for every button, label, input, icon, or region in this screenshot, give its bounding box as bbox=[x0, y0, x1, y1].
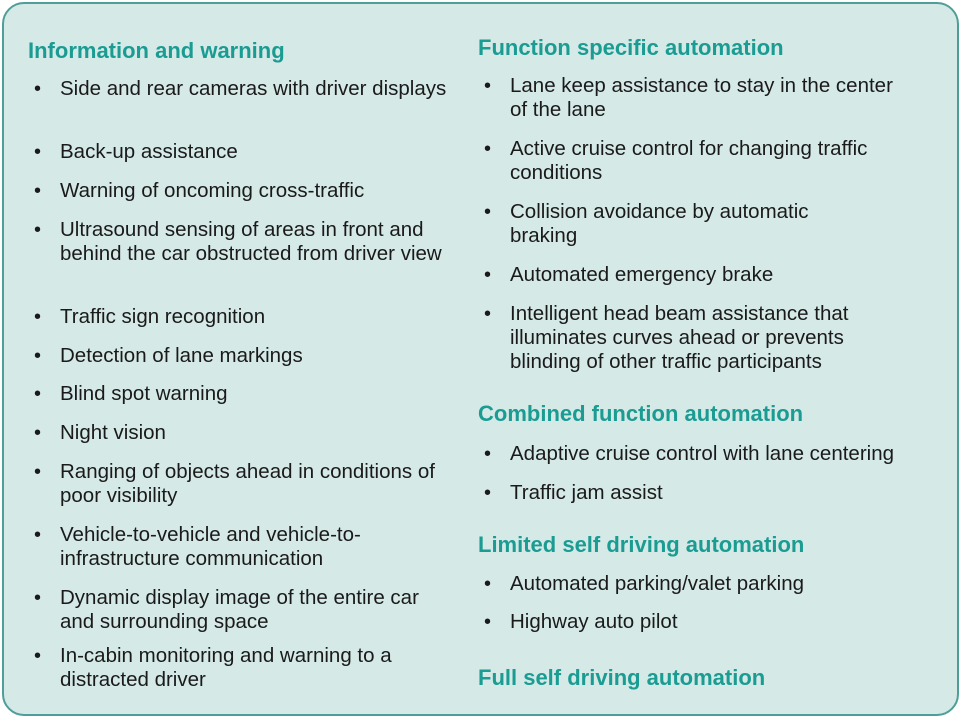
bullet: • bbox=[34, 141, 42, 163]
bullet: • bbox=[484, 75, 492, 97]
list-item bbox=[28, 344, 448, 368]
list-item bbox=[28, 382, 448, 406]
bullet: • bbox=[484, 264, 492, 286]
list-item bbox=[28, 140, 448, 164]
list-item-text: Vehicle-to-vehicle and vehicle-to-infrastructure communication bbox=[60, 523, 361, 570]
bullet: • bbox=[34, 645, 42, 667]
list-item bbox=[478, 74, 898, 122]
bullet: • bbox=[34, 180, 42, 202]
list-item-text: Back-up assistance bbox=[60, 140, 238, 163]
list-item bbox=[28, 218, 460, 266]
list-item-text: Blind spot warning bbox=[60, 382, 228, 405]
bullet: • bbox=[484, 138, 492, 160]
list-item-text: Lane keep assistance to stay in the center of the lane bbox=[510, 74, 893, 121]
list-item-text: Automated parking/valet parking bbox=[510, 572, 805, 595]
bullet: • bbox=[484, 443, 492, 465]
bullet: • bbox=[484, 303, 492, 325]
heading-function-specific-automation: Function specific automation bbox=[478, 35, 784, 60]
automation-levels-panel bbox=[2, 2, 959, 716]
list-item-text: Active cruise control for changing traffic conditions bbox=[510, 137, 868, 184]
list-item bbox=[478, 481, 898, 505]
list-item-text: Ranging of objects ahead in conditions of poor visibility bbox=[60, 460, 435, 507]
list-item bbox=[28, 305, 448, 329]
heading-limited-self-driving-automation: Limited self driving automation bbox=[478, 532, 805, 557]
list-item-text: Night vision bbox=[60, 421, 166, 444]
list-item bbox=[28, 586, 458, 634]
list-item-text: Traffic sign recognition bbox=[60, 305, 266, 328]
bullet: • bbox=[484, 482, 492, 504]
bullet: • bbox=[34, 345, 42, 367]
list-item-text: Ultrasound sensing of areas in front and behind the car obstructed from driver view bbox=[60, 218, 442, 265]
bullet: • bbox=[34, 306, 42, 328]
heading-full-self-driving-automation: Full self driving automation bbox=[478, 665, 766, 690]
list-item-text: Detection of lane markings bbox=[60, 344, 303, 367]
list-item bbox=[28, 460, 458, 508]
bullet: • bbox=[34, 524, 42, 546]
list-item-text: Warning of oncoming cross-traffic bbox=[60, 179, 365, 202]
list-item-text: Collision avoidance by automatic braking bbox=[510, 200, 809, 247]
list-item-text: Adaptive cruise control with lane centering bbox=[510, 442, 895, 465]
bullet: • bbox=[484, 611, 492, 633]
list-item bbox=[478, 610, 898, 634]
list-item-text: Dynamic display image of the entire car and surrounding space bbox=[60, 586, 419, 633]
bullet: • bbox=[34, 383, 42, 405]
list-item-text: Traffic jam assist bbox=[510, 481, 663, 504]
heading-information-and-warning: Information and warning bbox=[28, 38, 285, 63]
list-item bbox=[28, 644, 448, 692]
bullet: • bbox=[484, 201, 492, 223]
bullet: • bbox=[34, 587, 42, 609]
list-item bbox=[478, 137, 908, 185]
heading-combined-function-automation: Combined function automation bbox=[478, 401, 804, 426]
list-item bbox=[478, 442, 948, 466]
bullet: • bbox=[34, 219, 42, 241]
list-item-text: Highway auto pilot bbox=[510, 610, 678, 633]
list-item bbox=[478, 200, 878, 248]
list-item-text: Side and rear cameras with driver displays bbox=[60, 77, 447, 100]
bullet: • bbox=[34, 461, 42, 483]
list-item bbox=[28, 77, 448, 101]
list-item-text: Intelligent head beam assistance that illuminates curves ahead or prevents blinding of other traffic participants bbox=[510, 302, 849, 373]
bullet: • bbox=[34, 78, 42, 100]
list-item-text: In-cabin monitoring and warning to a distracted driver bbox=[60, 644, 392, 691]
bullet: • bbox=[34, 422, 42, 444]
list-item bbox=[28, 421, 448, 445]
list-item bbox=[28, 523, 428, 571]
list-item bbox=[478, 572, 898, 596]
list-item-text: Automated emergency brake bbox=[510, 263, 774, 286]
list-item bbox=[478, 302, 908, 374]
list-item bbox=[478, 263, 898, 287]
bullet: • bbox=[484, 573, 492, 595]
list-item bbox=[28, 179, 448, 203]
